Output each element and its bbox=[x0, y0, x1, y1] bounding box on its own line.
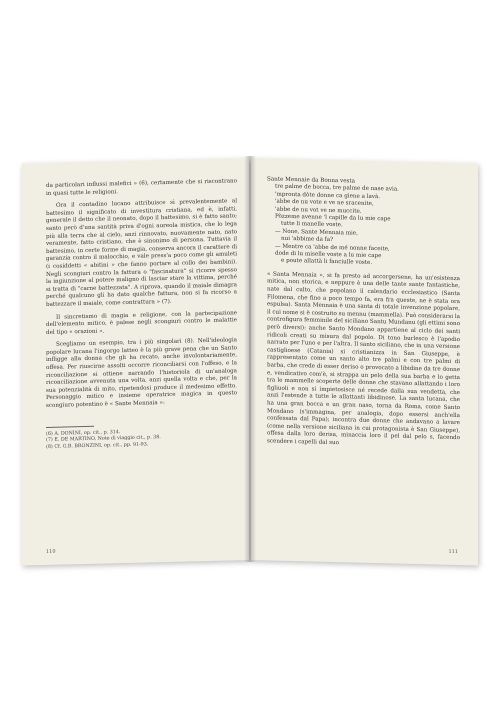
verse-line: e poute allattà li fanciulle voste. bbox=[281, 258, 373, 267]
right-page bbox=[251, 158, 478, 566]
right-paragraph-1: « Santa Mennaia », si fa presto ad accorgersene, ha un'esistenza mitica, non storica, e neppure è una delle tante sante fantastiche, nate dal culto, che popolano il calendario ecclesiastico (Santa Filomena, che fino a poco tempo fa, era fra queste, ne è stata ora espulsa). Santa Mennaia è una santa di totale invenzione popolare, il cui nome si è costruito su mennu (mammella). Può considerarsi la controfigura femminile del siciliano Santu Mundanu (gli ettimi sono però diversi): anche Santo Mondano appartiene al ciclo dei santi ridicoli creati su misura dal popolo. Di tono burlesco è l'apodio narrato per l'uno e per l'altra. Il santo siciliano, che in una versione castiglioese (Catania) si cristianizza in San Giuseppe, è rappresentato come un santo alto tre palmi e con tre palmi di barba, che crede di esser deriso o provocato a libidine da tre donne e, vendicativo com'è, si strappa un pelo della sua barba e lo getta tra le mammelle scoperte delle donne che stavano allattando i loro figliuoli e non si impietosisce né recede dalla sua vendetta, che anzi l'estende a tutte le allattanti libidinose. La santa lucana, che ha una gran bocca e un gran naso, torna da Roma, come Santo Mondano (s'immagina, per analogia, dopo essersi anch'ella confessata dal Papa); incontra due donne che andavano a lavare (come nella versione siciliana in cui protagonista è San Giuseppe), offesa dalla loro derisa, minaccia loro il pel dal pelo s, facendo scendere i capelli dal suo bbox=[267, 271, 460, 447]
verse-line: — None, Sante Mennaia mie, bbox=[275, 228, 358, 237]
book-spine-shadow bbox=[244, 156, 256, 562]
open-book bbox=[22, 158, 478, 560]
verse-line: tutte li manelle voste. bbox=[281, 221, 343, 229]
footnote-rule bbox=[46, 425, 94, 427]
verse-line: tre palme de bocca, tre palme de nase avia. bbox=[275, 183, 399, 194]
verse-line: dode di lu miselle voste a lu mie cape bbox=[275, 250, 382, 260]
left-paragraph-3: Il sincretismo di magia e religione, con la partecipazione dell'elemento mitico, è palese negli scongiuri contro le malattie del tipo « orazioni ». bbox=[46, 309, 237, 336]
verse-line: nui 'abbime da fa? bbox=[281, 235, 334, 244]
left-page bbox=[22, 158, 249, 566]
footnote-6: (6) A. DONINI, op. cit., p. 314. bbox=[46, 429, 121, 437]
verse-line: Pòzzeme avenne 'l capille da lu mie cape bbox=[275, 213, 391, 223]
verse-line: 'mpronta dòte donne ca gìene a lavà. bbox=[275, 191, 381, 200]
left-paragraph-1: da particolari influssi malefici » (6), certamente che si riscontrano in quasi tutte le religioni. bbox=[46, 178, 237, 197]
verse-line: — Mentre ca 'abbe de mé nonne faceite, bbox=[275, 243, 390, 253]
verse-line: 'abbe de nu vot ve ne muccite. bbox=[275, 206, 362, 215]
verse-line: 'abbe de nu vote e ve ne sracenite, bbox=[275, 198, 374, 208]
page-number-left: 110 bbox=[46, 548, 56, 555]
verse-block bbox=[267, 176, 460, 270]
footnote-8: (8) Cf. G.B. BRONZINI, op. cit., pp. 91-93. bbox=[46, 442, 149, 451]
left-paragraph-2: Ora il contadino lucano attribuisce sì prevalentemente al battesimo il significato di investitura cristiana, ed è, infatti, generale il detto che il neonato, dopo il battesimo, si è fatto santo; santo però d'una santità priva d'ogni aureola mistica, che lo lega più alla terra che al cielo, anzi rinnovato, nuovamente nato, nato veramente, fatto cristiano, che è sinonimo di persona. Tuttavia il battesimo, in certe forme di magia, conserva ancora il carattere di garanzia contro il malocchio, e vale press'a poco come gli amuleti (i cosiddetti « abitini » che fanno portare al collo dei bambini). Negli scongiuri contro la fattura o "fascinatura" si ricorre spesso la ingiunzione al potere maligno di lasciar stare la vittima, perché si tratta di "carne battezzata". A riprova, quando il maiale dimagra perché qualcuno gli ha dato qualche fattura, non si fa ricorso a battezzare il maiale, come contrattura » (7). bbox=[46, 198, 237, 308]
page-number-right: 111 bbox=[448, 548, 458, 556]
left-paragraph-4: Scegliamo un esempio, tra i più singolari (8). Nell'ideologia popolare lucana l'ingorgo latteo è la più grave pena che un Santo infligge alla donna che gli ha recato, anche involontariamente, offesa. Per riuscirne assolti occorre riconciliarsi con l'offeso, e la riconciliazione si ottiene narrando l'historiola di un'analoga riconciliazione avvenuta una volta, anzi quella volta e che, per la sua potenzialità di mito, ripetendosi produce il medesimo effetto. Personaggio mitico e insieme operatrice magica in questo scongiuro potentino è « Sante Mennaia »: bbox=[46, 337, 237, 409]
verse-line: Sante Mennaie da Bonna vesta bbox=[267, 176, 355, 185]
footnote-7: (7) E. DE MARTINO, Note di viaggio cit., p. 38. bbox=[46, 435, 161, 444]
